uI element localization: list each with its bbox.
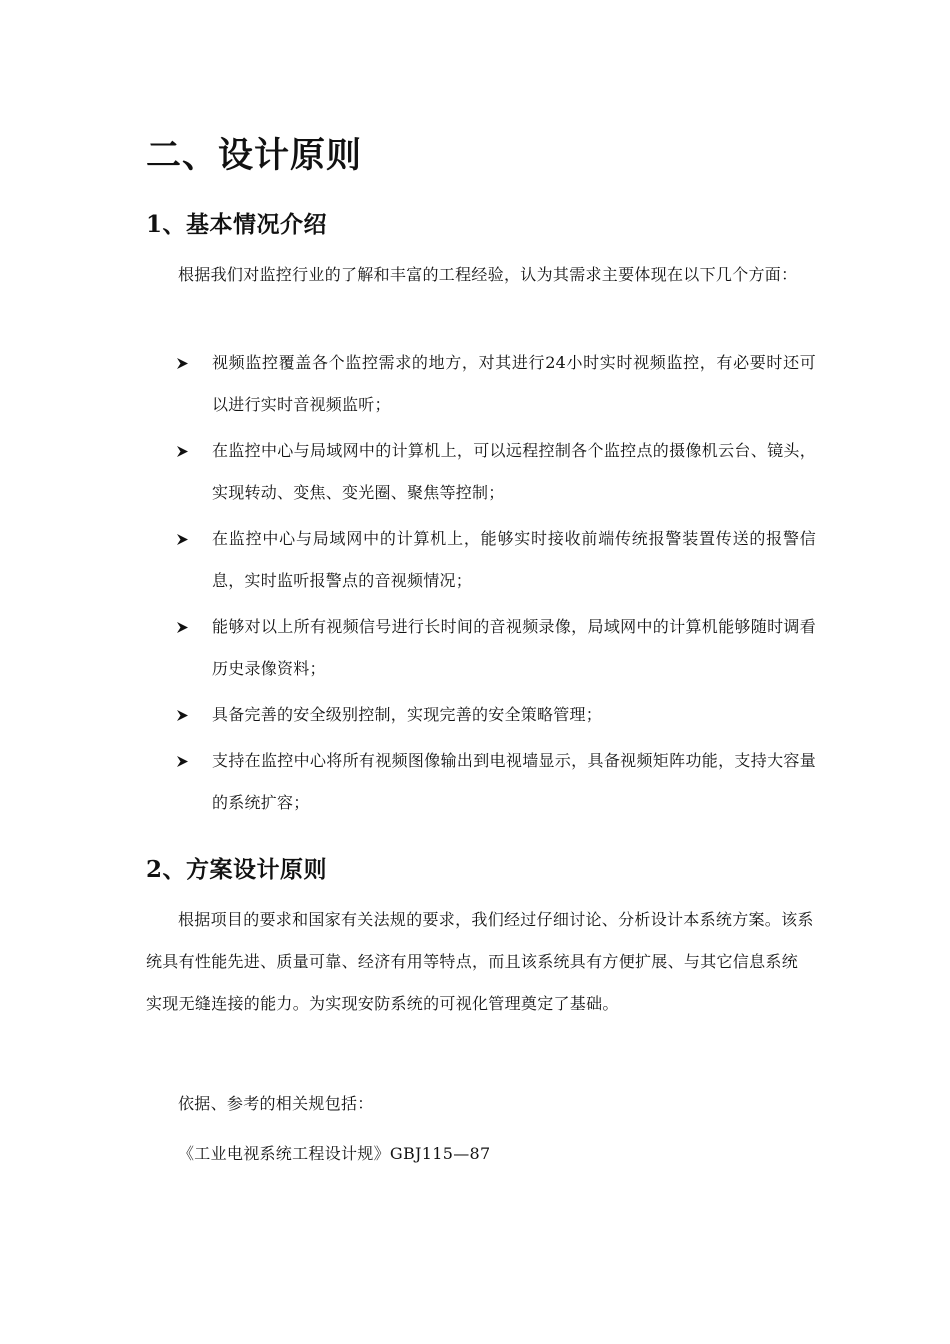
list-item-text: 具备完善的安全级别控制，实现完善的安全策略管理； bbox=[212, 705, 603, 724]
list-item bbox=[176, 606, 816, 690]
list-item-text: 能够对以上所有视频信号进行长时间的音视频录像，局域网中的计算机能够随时调看历史录像资料； bbox=[212, 617, 816, 678]
list-item bbox=[176, 342, 816, 426]
section-heading-basic-info: 1、基本情况介绍 bbox=[146, 211, 328, 238]
list-item bbox=[176, 694, 816, 736]
arrow-bullet-icon bbox=[176, 694, 194, 736]
list-item-text: 视频监控覆盖各个监控需求的地方，对其进行24小时实时视频监控，有必要时还可以进行实时音视频监听； bbox=[212, 353, 816, 414]
list-item bbox=[176, 430, 816, 514]
list-item bbox=[176, 518, 816, 602]
page-title: 二、设计原则 bbox=[146, 135, 363, 176]
requirements-list bbox=[176, 342, 816, 828]
intro-paragraph: 根据我们对监控行业的了解和丰富的工程经验，认为其需求主要体现在以下几个方面： bbox=[178, 265, 798, 284]
list-item-text: 在监控中心与局域网中的计算机上，可以远程控制各个监控点的摄像机云台、镜头，实现转动、变焦、变光圈、聚焦等控制； bbox=[212, 441, 816, 502]
arrow-bullet-icon bbox=[176, 740, 194, 782]
design-principles-paragraph: 根据项目的要求和国家有关法规的要求，我们经过仔细讨论、分析设计本系统方案。该系统具有性能先进、质量可靠、经济有用等特点，而且该系统具有方便扩展、与其它信息系统实现无缝连接的能力。为实现安防系统的可视化管理奠定了基础。 bbox=[146, 910, 814, 1013]
arrow-bullet-icon bbox=[176, 430, 194, 472]
list-item-text: 支持在监控中心将所有视频图像输出到电视墙显示，具备视频矩阵功能，支持大容量的系统扩容； bbox=[212, 751, 816, 812]
references-intro: 依据、参考的相关规包括： bbox=[178, 1094, 374, 1113]
arrow-bullet-icon bbox=[176, 342, 194, 384]
list-item-text: 在监控中心与局域网中的计算机上，能够实时接收前端传统报警装置传送的报警信息，实时监听报警点的音视频情况； bbox=[212, 529, 816, 590]
list-item bbox=[176, 740, 816, 824]
arrow-bullet-icon bbox=[176, 606, 194, 648]
section-heading-design-principles: 2、方案设计原则 bbox=[146, 856, 328, 883]
reference-item: 《工业电视系统工程设计规》GBJ115—87 bbox=[178, 1144, 491, 1163]
arrow-bullet-icon bbox=[176, 518, 194, 560]
